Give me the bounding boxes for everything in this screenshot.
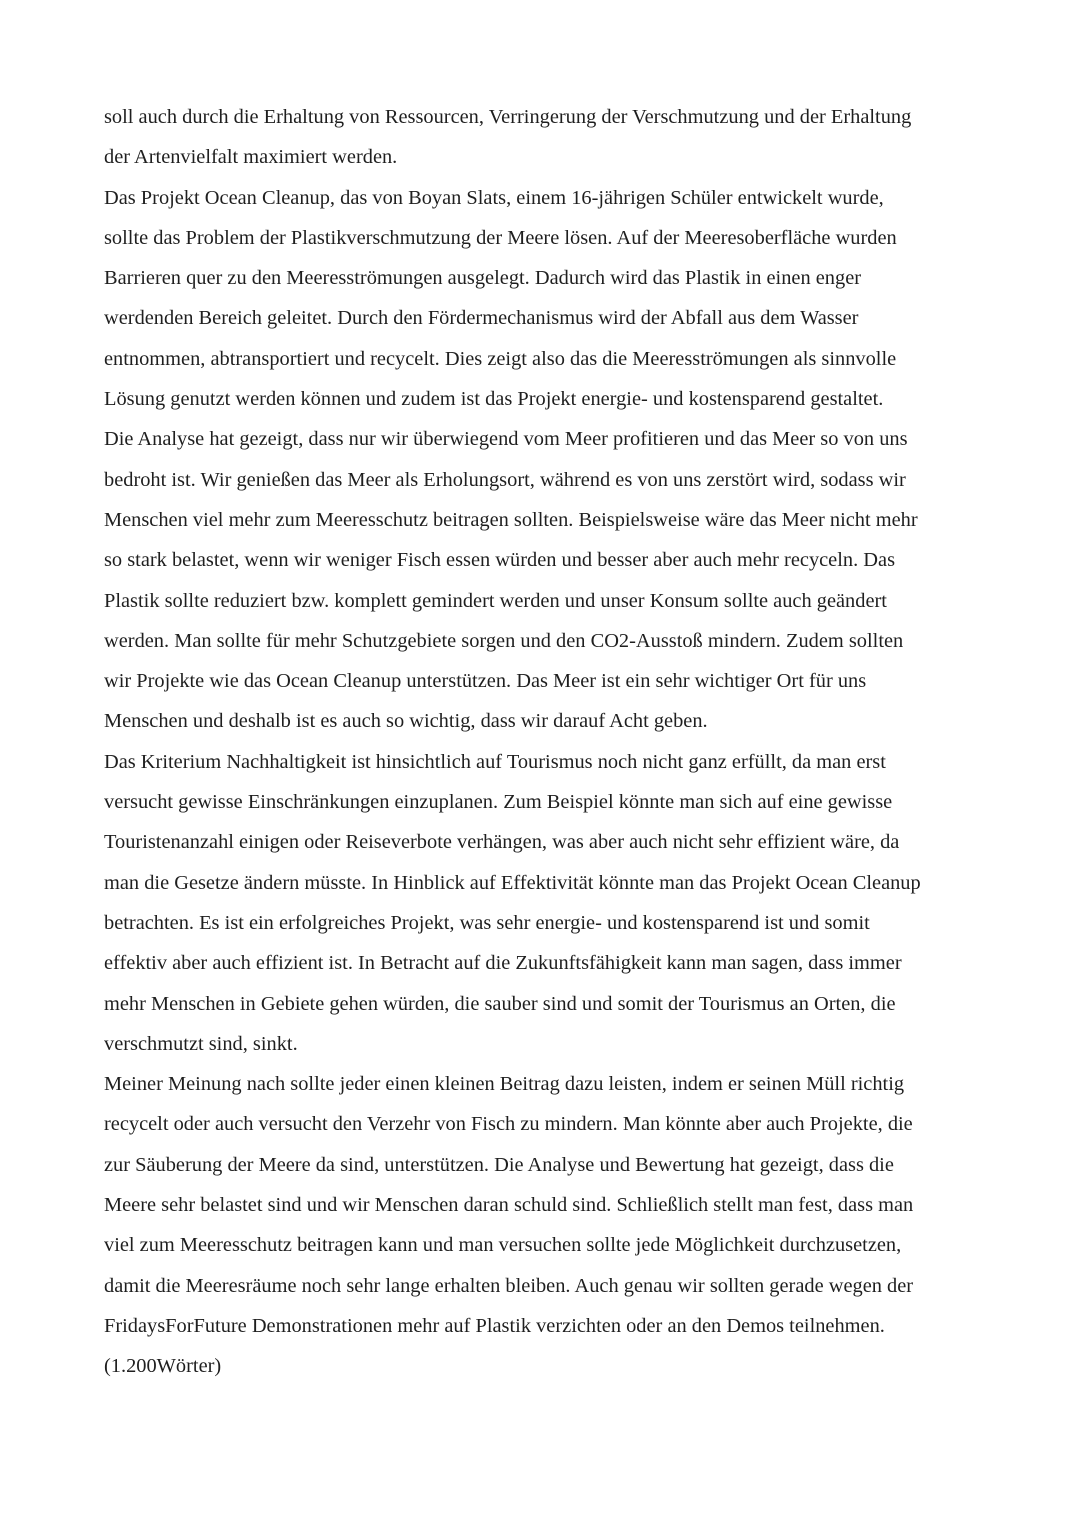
- text-line: Plastik sollte reduziert bzw. komplett gemindert werden und unser Konsum sollte auch geändert: [104, 589, 887, 612]
- text-line: versucht gewisse Einschränkungen einzuplanen. Zum Beispiel könnte man sich auf eine gewisse: [104, 791, 893, 814]
- text-line: verschmutzt sind, sinkt.: [104, 1032, 298, 1055]
- text-line: Die Analyse hat gezeigt, dass nur wir überwiegend vom Meer profitieren und das Meer so von uns: [104, 428, 908, 451]
- text-line: mehr Menschen in Gebiete gehen würden, die sauber sind und somit der Tourismus an Orten, die: [104, 992, 896, 1015]
- text-line: betrachten. Es ist ein erfolgreiches Projekt, was sehr energie- und kostensparend ist und somit: [104, 911, 870, 934]
- text-line: viel zum Meeresschutz beitragen kann und man versuchen sollte jede Möglichkeit durchzusetzen,: [104, 1234, 902, 1257]
- text-line: Menschen und deshalb ist es auch so wichtig, dass wir darauf Acht geben.: [104, 710, 708, 733]
- text-line: Das Projekt Ocean Cleanup, das von Boyan Slats, einem 16-jährigen Schüler entwickelt wurde,: [104, 186, 884, 209]
- text-line: Menschen viel mehr zum Meeresschutz beitragen sollten. Beispielsweise wäre das Meer nicht mehr: [104, 508, 918, 531]
- text-line: wir Projekte wie das Ocean Cleanup unterstützen. Das Meer ist ein sehr wichtiger Ort für uns: [104, 670, 867, 693]
- text-line: der Artenvielfalt maximiert werden.: [104, 146, 398, 169]
- text-line: entnommen, abtransportiert und recycelt. Dies zeigt also das die Meeresströmungen als sinnvolle: [104, 347, 897, 370]
- text-line: Lösung genutzt werden können und zudem ist das Projekt energie- und kostensparend gestaltet.: [104, 388, 884, 411]
- essay-text: [104, 97, 984, 1387]
- text-line: FridaysForFuture Demonstrationen mehr auf Plastik verzichten oder an den Demos teilnehmen.: [104, 1314, 885, 1337]
- text-line: Meere sehr belastet sind und wir Menschen daran schuld sind. Schließlich stellt man fest, dass man: [104, 1194, 914, 1217]
- text-line: damit die Meeresräume noch sehr lange erhalten bleiben. Auch genau wir sollten gerade wegen der: [104, 1274, 914, 1297]
- text-line: werdenden Bereich geleitet. Durch den Fördermechanismus wird der Abfall aus dem Wasser: [104, 307, 859, 330]
- text-line: Touristenanzahl einigen oder Reiseverbote verhängen, was aber auch nicht sehr effizient wäre, da: [104, 831, 900, 854]
- text-line: so stark belastet, wenn wir weniger Fisch essen würden und besser aber auch mehr recyceln. Das: [104, 549, 896, 572]
- text-line: Das Kriterium Nachhaltigkeit ist hinsichtlich auf Tourismus noch nicht ganz erfüllt, da man erst: [104, 750, 886, 773]
- text-line: bedroht ist. Wir genießen das Meer als Erholungsort, während es von uns zerstört wird, sodass wir: [104, 468, 906, 491]
- text-line: Barrieren quer zu den Meeresströmungen ausgelegt. Dadurch wird das Plastik in einen enger: [104, 267, 862, 290]
- text-line: werden. Man sollte für mehr Schutzgebiete sorgen und den CO2-Ausstoß mindern. Zudem sollten: [104, 629, 904, 652]
- word-count: (1.200Wörter): [104, 1355, 222, 1378]
- text-line: zur Säuberung der Meere da sind, unterstützen. Die Analyse und Bewertung hat gezeigt, dass die: [104, 1153, 894, 1176]
- text-line: recycelt oder auch versucht den Verzehr von Fisch zu mindern. Man könnte aber auch Projekte, die: [104, 1113, 913, 1136]
- text-line: man die Gesetze ändern müsste. In Hinblick auf Effektivität könnte man das Projekt Ocean Cleanup: [104, 871, 921, 894]
- text-line: Meiner Meinung nach sollte jeder einen kleinen Beitrag dazu leisten, indem er seinen Müll richtig: [104, 1073, 905, 1096]
- text-line: effektiv aber auch effizient ist. In Betracht auf die Zukunftsfähigkeit kann man sagen, dass immer: [104, 952, 902, 975]
- text-line: soll auch durch die Erhaltung von Ressourcen, Verringerung der Verschmutzung und der Erhaltung: [104, 106, 912, 128]
- text-line: sollte das Problem der Plastikverschmutzung der Meere lösen. Auf der Meeresoberfläche wurden: [104, 226, 897, 249]
